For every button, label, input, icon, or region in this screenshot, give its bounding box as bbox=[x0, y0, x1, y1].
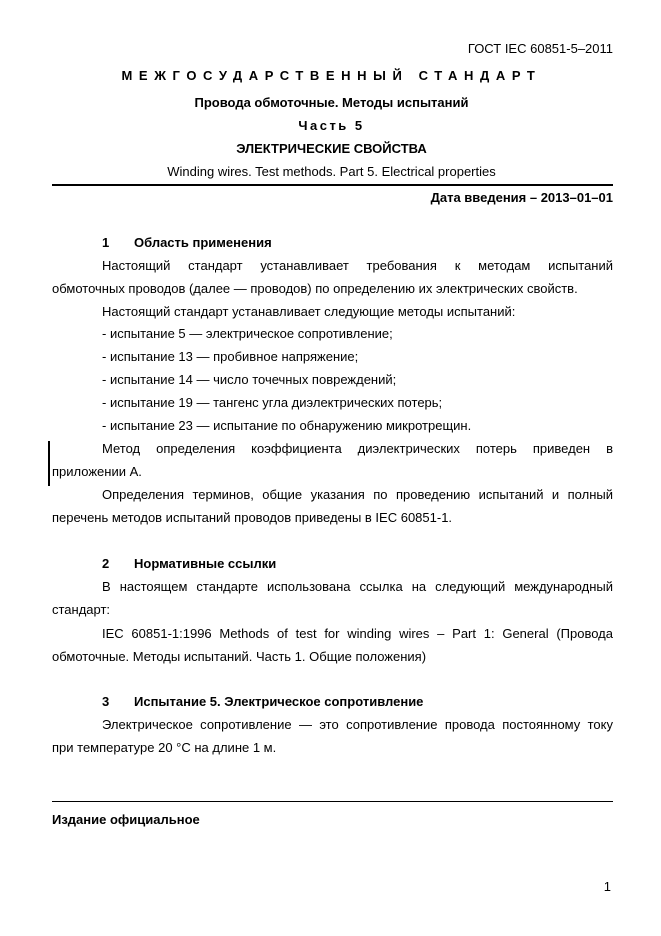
gost-code: ГОСТ IEC 60851-5–2011 bbox=[467, 41, 613, 56]
section-1-paragraph-1-line-1: Настоящий стандарт устанавливает требования к методам испытаний bbox=[102, 258, 613, 273]
page-number: 1 bbox=[603, 879, 611, 894]
section-1-paragraph-3-line-1: Метод определения коэффициента диэлектрических потерь приведен в bbox=[102, 441, 613, 456]
title-divider bbox=[52, 184, 613, 186]
section-1-paragraph-4-line-2: перечень методов испытаний проводов приведены в IEC 60851-1. bbox=[52, 510, 453, 525]
part-title: ЭЛЕКТРИЧЕСКИЕ СВОЙСТВА bbox=[236, 141, 427, 156]
section-3-number: 3 bbox=[102, 694, 110, 709]
official-edition-label: Издание официальное bbox=[52, 812, 200, 827]
normative-reference-line-2: обмоточные. Методы испытаний. Часть 1. Общие положения) bbox=[52, 649, 427, 664]
part-label: Часть 5 bbox=[298, 118, 365, 133]
section-2-paragraph-1-line-2: стандарт: bbox=[52, 602, 111, 617]
test-list-item: - испытание 19 — тангенс угла диэлектрических потерь; bbox=[102, 395, 443, 410]
section-3-paragraph-1-line-2: при температуре 20 °C на длине 1 м. bbox=[52, 740, 277, 755]
document-title-ru: Провода обмоточные. Методы испытаний bbox=[194, 95, 469, 110]
section-1-paragraph-1-line-2: обмоточных проводов (далее — проводов) по определению их электрических свойств. bbox=[52, 281, 578, 296]
section-1-paragraph-4-line-1: Определения терминов, общие указания по проведению испытаний и полный bbox=[102, 487, 613, 502]
normative-reference-line-1: IEC 60851-1:1996 Methods of test for winding wires – Part 1: General (Провода bbox=[102, 626, 613, 641]
section-3-title: Испытание 5. Электрическое сопротивление bbox=[134, 694, 424, 709]
test-list-item: - испытание 14 — число точечных повреждений; bbox=[102, 372, 397, 387]
section-1-number: 1 bbox=[102, 235, 110, 250]
date-of-introduction: Дата введения – 2013–01–01 bbox=[430, 190, 613, 205]
section-1-title: Область применения bbox=[134, 235, 272, 250]
change-bar bbox=[48, 441, 50, 486]
section-1-paragraph-2: Настоящий стандарт устанавливает следующие методы испытаний: bbox=[102, 304, 516, 319]
section-2-title: Нормативные ссылки bbox=[134, 556, 277, 571]
footer-divider bbox=[52, 801, 613, 802]
test-list-item: - испытание 5 — электрическое сопротивление; bbox=[102, 326, 393, 341]
section-1-paragraph-3-line-2: приложении А. bbox=[52, 464, 142, 479]
standard-type-heading: МЕЖГОСУДАРСТВЕННЫЙ СТАНДАРТ bbox=[121, 68, 542, 83]
test-list-item: - испытание 13 — пробивное напряжение; bbox=[102, 349, 359, 364]
test-list-item: - испытание 23 — испытание по обнаружению микротрещин. bbox=[102, 418, 472, 433]
document-title-en: Winding wires. Test methods. Part 5. Electrical properties bbox=[167, 164, 496, 179]
section-2-paragraph-1-line-1: В настоящем стандарте использована ссылка на следующий международный bbox=[102, 579, 613, 594]
section-3-paragraph-1-line-1: Электрическое сопротивление — это сопротивление провода постоянному току bbox=[102, 717, 613, 732]
section-2-number: 2 bbox=[102, 556, 110, 571]
